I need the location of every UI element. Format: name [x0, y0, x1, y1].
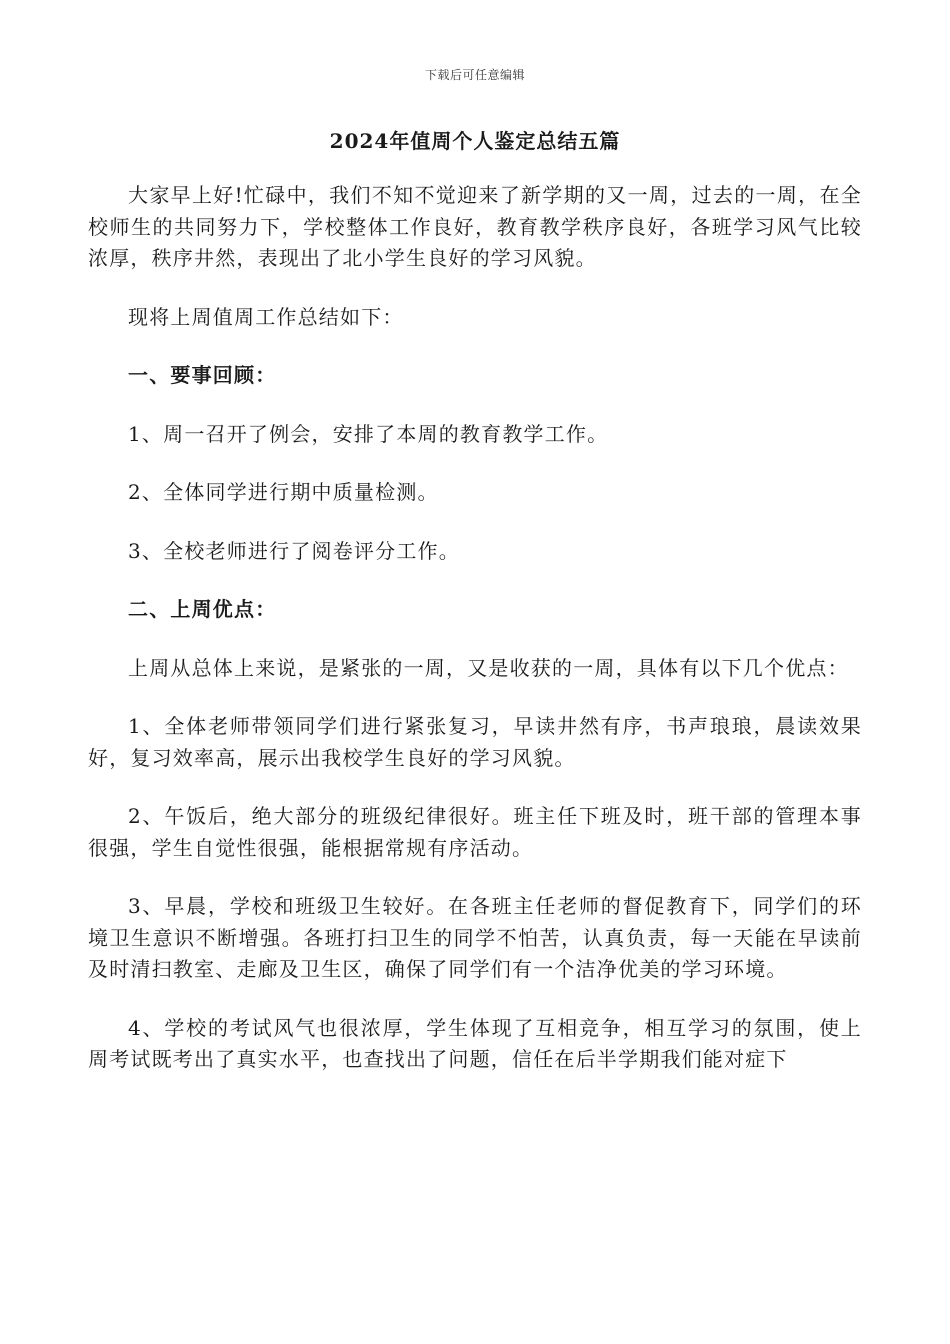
paragraph-intro: 现将上周值周工作总结如下： — [128, 304, 404, 329]
paragraph-item: 1、周一召开了例会，安排了本周的教育教学工作。 — [128, 421, 609, 446]
section-heading-strengths: 二、上周优点： — [128, 597, 277, 621]
section-heading-review: 一、要事回顾： — [128, 363, 277, 387]
document-title: 2024年值周个人鉴定总结五篇 — [329, 129, 621, 153]
paragraph-item: 3、全校老师进行了阅卷评分工作。 — [128, 538, 460, 563]
paragraph-item: 2、午饭后，绝大部分的班级纪律很好。班主任下班及时，班干部的管理本事很强，学生自觉性很强，能根据常规有序活动。 — [88, 804, 862, 860]
paragraph-item: 1、全体老师带领同学们进行紧张复习，早读井然有序，书声琅琅，晨读效果好，复习效率高，展示出我校学生良好的学习风貌。 — [88, 714, 862, 770]
paragraph-strengths-intro: 上周从总体上来说，是紧张的一周，又是收获的一周，具体有以下几个优点： — [128, 655, 849, 680]
paragraph-item: 4、学校的考试风气也很浓厚，学生体现了互相竞争，相互学习的氛围，使上周考试既考出了真实水平，也查找出了问题，信任在后半学期我们能对症下 — [88, 1015, 862, 1071]
paragraph-greeting: 大家早上好!忙碌中，我们不知不觉迎来了新学期的又一周，过去的一周，在全校师生的共同努力下，学校整体工作良好，教育教学秩序良好，各班学习风气比较浓厚，秩序井然，表现出了北小学生良好的学习风貌。 — [88, 183, 862, 270]
header-note: 下载后可任意编辑 — [424, 68, 525, 82]
paragraph-item: 3、早晨，学校和班级卫生较好。在各班主任老师的督促教育下，同学们的环境卫生意识不断增强。各班打扫卫生的同学不怕苦，认真负责，每一天能在早读前及时清扫教室、走廊及卫生区，确保了同学们有一个洁净优美的学习环境。 — [88, 894, 862, 981]
document-body — [88, 180, 862, 1103]
paragraph-item: 2、全体同学进行期中质量检测。 — [128, 480, 439, 504]
